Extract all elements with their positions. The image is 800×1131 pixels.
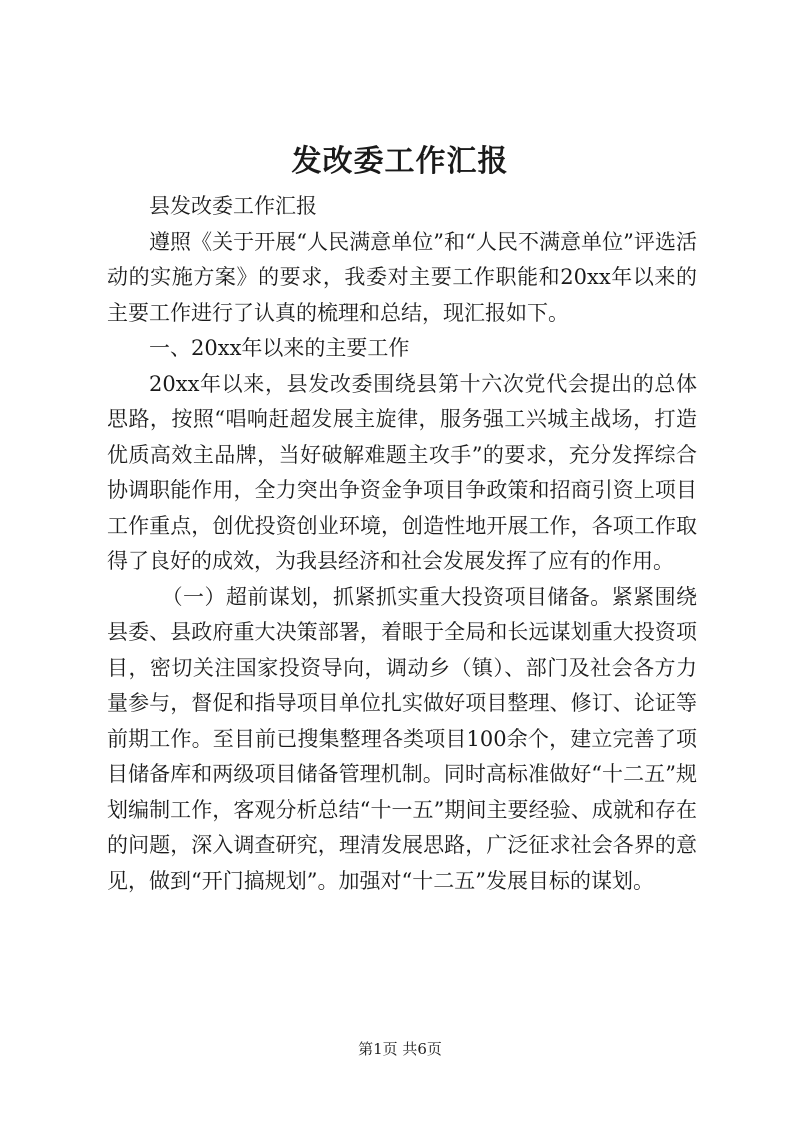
paragraph-overview: 20xx年以来，县发改委围绕县第十六次党代会提出的总体思路，按照“唱响赶超发展主旋律，服务强工兴城主战场，打造优质高效主品牌，当好破解难题主攻手”的要求，充分发挥综合协调职能作用，全力突出争资金争项目争政策和招商引资上项目工作重点，创优投资创业环境，创造性地开展工作，各项工作取得了良好的成效，为我县经济和社会发展发挥了应有的作用。 — [107, 371, 697, 573]
document-title: 发改委工作汇报 — [291, 144, 509, 179]
document-body — [107, 189, 697, 899]
page-footer: 第1页 共6页 — [358, 1040, 442, 1058]
section-heading: 一、20xx年以来的主要工作 — [149, 336, 410, 360]
paragraph-heading: 县发改委工作汇报 — [149, 194, 317, 218]
paragraph-subsection-1: （一）超前谋划，抓紧抓实重大投资项目储备。紧紧围绕县委、县政府重大决策部署，着眼于全局和长远谋划重大投资项目，密切关注国家投资导向，调动乡（镇）、部门及社会各方力量参与，督促和指导项目单位扎实做好项目整理、修订、论证等前期工作。至目前已搜集整理各类项目100余个，建立完善了项目储备库和两级项目储备管理机制。同时高标准做好“十二五”规划编制工作，客观分析总结“十一五”期间主要经验、成就和存在的问题，深入调查研究，理清发展思路，广泛征求社会各界的意见，做到“开门搞规划”。加强对“十二五”发展目标的谋划。 — [107, 584, 697, 893]
paragraph-intro: 遵照《关于开展“人民满意单位”和“人民不满意单位”评选活动的实施方案》的要求，我委对主要工作职能和20xx年以来的主要工作进行了认真的梳理和总结，现汇报如下。 — [107, 229, 697, 325]
